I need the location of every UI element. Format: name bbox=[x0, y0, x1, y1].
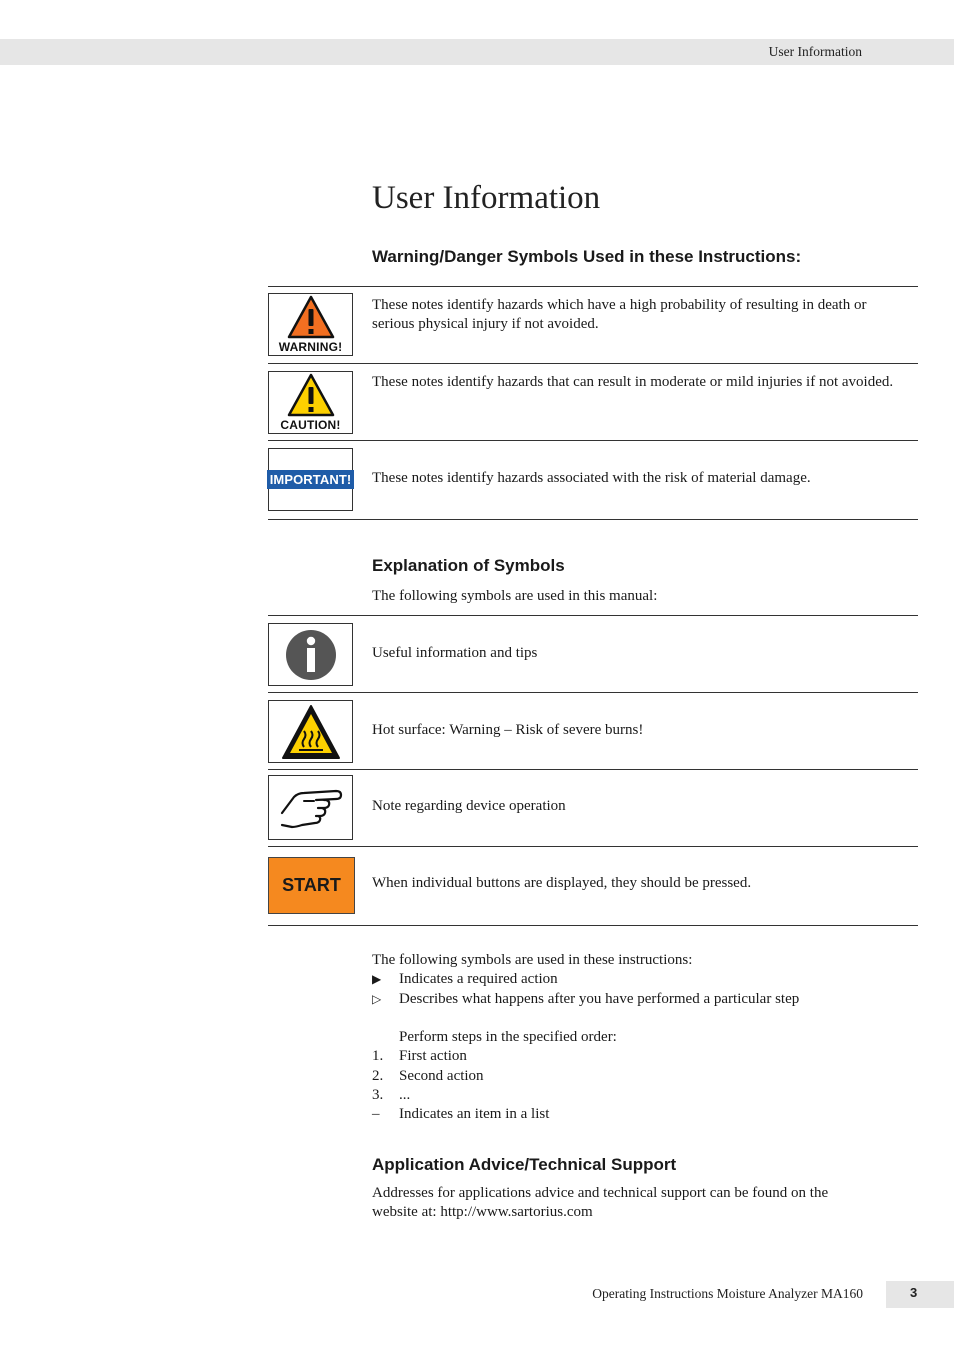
footer-document-title: Operating Instructions Moisture Analyzer MA160 bbox=[592, 1286, 863, 1301]
warning-icon bbox=[287, 295, 335, 339]
info-icon bbox=[285, 629, 337, 681]
divider bbox=[268, 692, 918, 693]
list-item-text: Describes what happens after you have performed a particular step bbox=[399, 991, 800, 1007]
hand-description: Note regarding device operation bbox=[372, 798, 566, 814]
header-bar bbox=[0, 39, 954, 65]
hand-symbol bbox=[268, 775, 353, 840]
hand-pointer-icon bbox=[278, 783, 344, 833]
important-badge: IMPORTANT! bbox=[267, 470, 355, 489]
hot-surface-symbol bbox=[268, 700, 353, 763]
action-arrow-icon: ▶ bbox=[372, 972, 382, 986]
page-number-box bbox=[886, 1281, 954, 1308]
hot-surface-icon bbox=[281, 704, 341, 760]
order-intro-text: Perform steps in the specified order: bbox=[399, 1029, 617, 1045]
divider bbox=[268, 363, 918, 364]
warning-label: WARNING! bbox=[278, 340, 343, 354]
symbols-section-heading: Explanation of Symbols bbox=[372, 556, 565, 575]
divider bbox=[268, 615, 918, 616]
hot-surface-description: Hot surface: Warning – Risk of severe burns! bbox=[372, 722, 644, 738]
warning-symbol bbox=[268, 293, 353, 356]
important-symbol bbox=[268, 448, 353, 511]
caution-description: These notes identify hazards that can result in moderate or mild injuries if not avoided. bbox=[372, 374, 894, 390]
list-item-text: Indicates an item in a list bbox=[399, 1106, 550, 1122]
start-button-symbol bbox=[268, 857, 355, 914]
caution-symbol bbox=[268, 371, 353, 434]
running-head: User Information bbox=[768, 44, 862, 59]
info-description: Useful information and tips bbox=[372, 645, 538, 661]
caution-icon bbox=[287, 373, 335, 417]
list-item-text: First action bbox=[399, 1048, 467, 1064]
support-section-heading: Application Advice/Technical Support bbox=[372, 1155, 677, 1174]
list-item-text: ... bbox=[399, 1087, 411, 1103]
divider bbox=[268, 440, 918, 441]
divider bbox=[268, 286, 918, 287]
divider bbox=[268, 519, 918, 520]
start-description: When individual buttons are displayed, they should be pressed. bbox=[372, 875, 752, 891]
result-arrow-icon: ▷ bbox=[372, 992, 382, 1006]
page-title: User Information bbox=[372, 180, 601, 216]
warning-section-heading: Warning/Danger Symbols Used in these Instructions: bbox=[372, 247, 802, 266]
divider bbox=[268, 846, 918, 847]
list-dash: – bbox=[372, 1106, 380, 1122]
start-label: START bbox=[282, 875, 341, 895]
step-number: 1. bbox=[372, 1048, 384, 1064]
step-number: 3. bbox=[372, 1087, 384, 1103]
info-symbol bbox=[268, 623, 353, 686]
important-description: These notes identify hazards associated with the risk of material damage. bbox=[372, 470, 811, 486]
warning-description: These notes identify hazards which have a high probability of resulting in death or serious physical injury if not avoided. bbox=[372, 297, 867, 332]
symbols-intro: The following symbols are used in this manual: bbox=[372, 588, 658, 604]
list-item-text: Second action bbox=[399, 1068, 484, 1084]
instructions-intro: The following symbols are used in these instructions: bbox=[372, 952, 693, 968]
support-text: Addresses for applications advice and technical support can be found on the website at: http://www.sartorius.com bbox=[372, 1185, 829, 1220]
divider bbox=[268, 769, 918, 770]
divider bbox=[268, 925, 918, 926]
list-item-text: Indicates a required action bbox=[399, 971, 558, 987]
caution-label: CAUTION! bbox=[280, 418, 341, 432]
step-number: 2. bbox=[372, 1068, 384, 1084]
page-number: 3 bbox=[910, 1285, 918, 1300]
